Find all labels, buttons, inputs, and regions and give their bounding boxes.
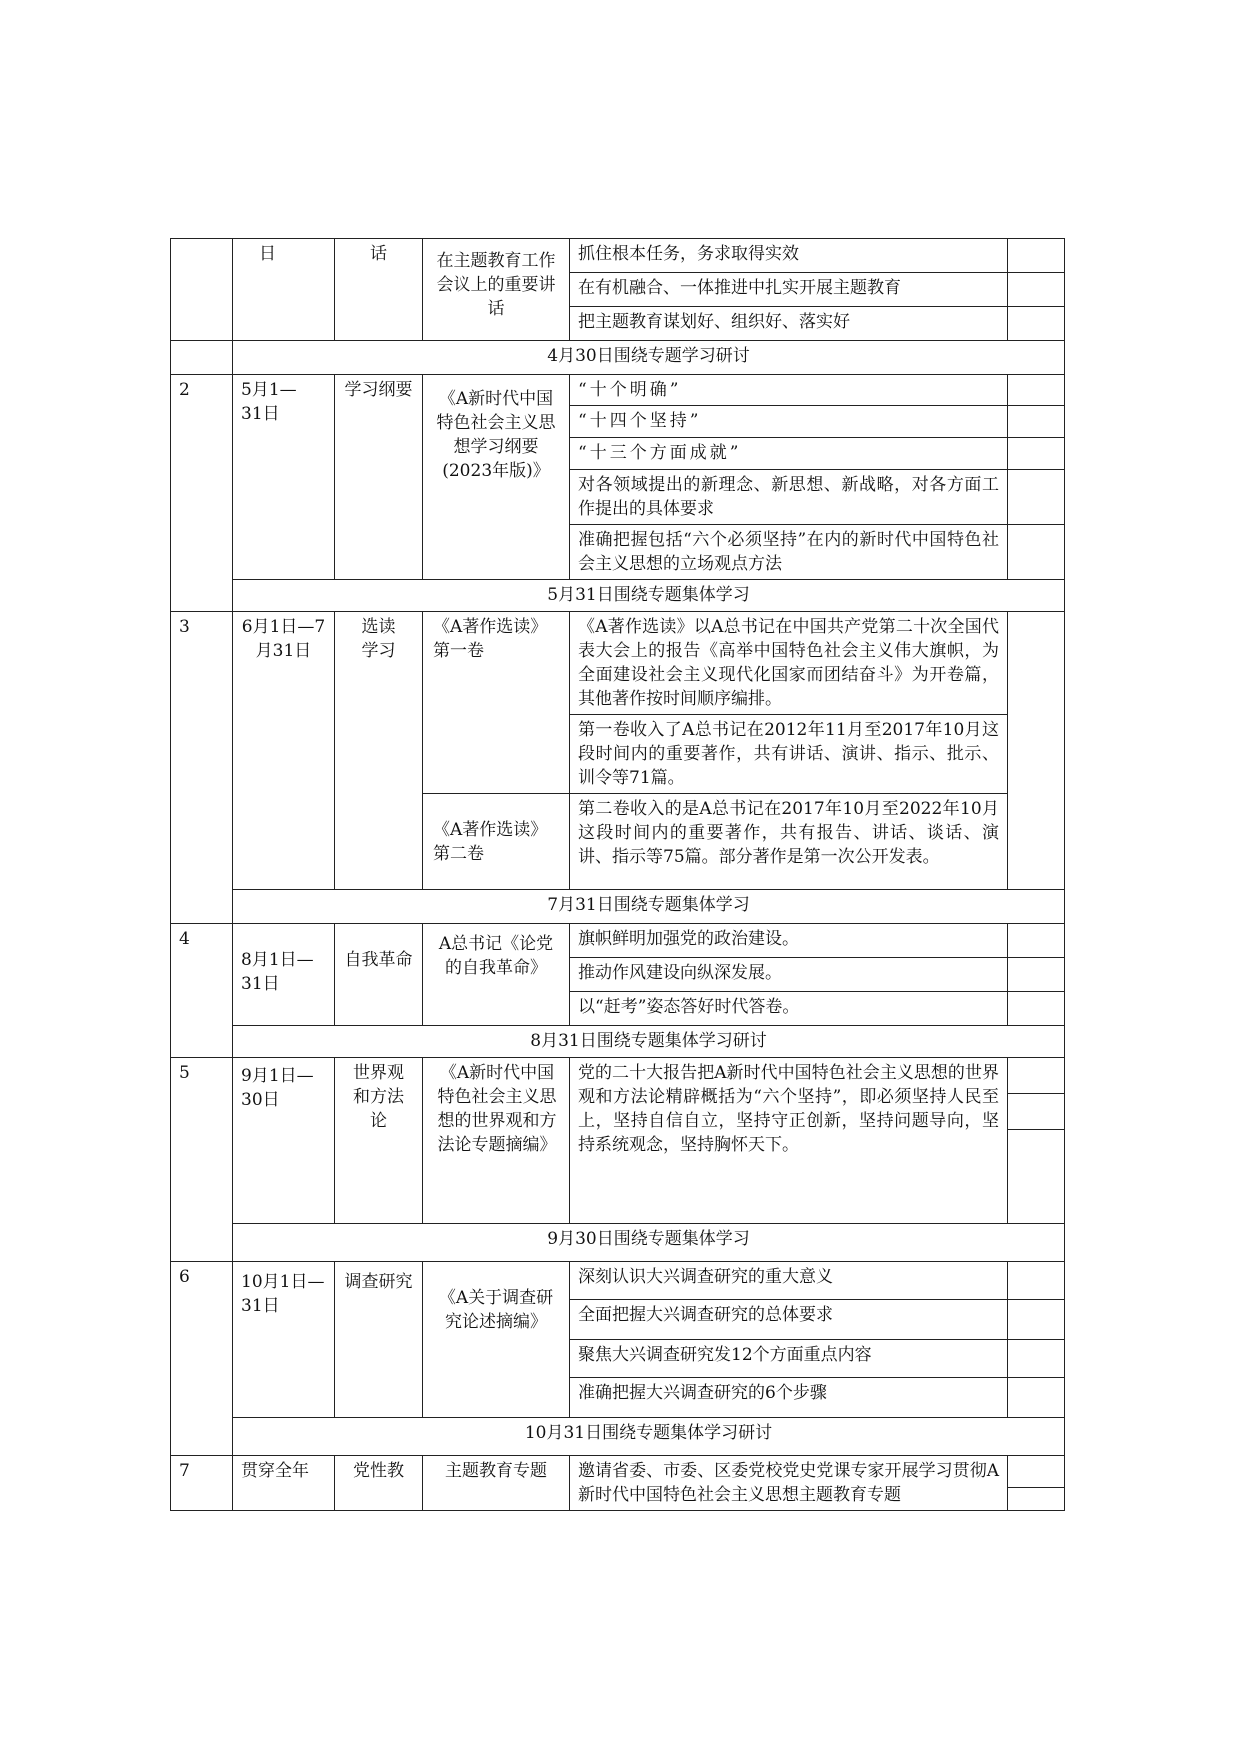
row6-summary: 10月31日围绕专题集体学习研讨 xyxy=(233,1418,1065,1456)
row1-time: 日 xyxy=(233,239,335,341)
row7-book: 主题教育专题 xyxy=(423,1456,570,1511)
row6-blank-4 xyxy=(1008,1378,1065,1418)
row2-blank-4 xyxy=(1008,470,1065,525)
row6-number: 6 xyxy=(171,1262,233,1456)
row3-blank xyxy=(1008,612,1065,890)
row3-content-1: 《A著作选读》以A总书记在中国共产党第二十次全国代表大会上的报告《高举中国特色社会主义伟大旗帜，为全面建设社会主义现代化国家而团结奋斗》为开卷篇，其他著作按时间顺序编排。 xyxy=(570,612,1008,715)
row1-number-tail xyxy=(171,341,233,375)
row3-content-3: 第二卷收入的是A总书记在2017年10月至2022年10月这段时间内的重要著作，共有报告、讲话、谈话、演讲、指示等75篇。部分著作是第一次公开发表。 xyxy=(570,794,1008,890)
row1-blank-1 xyxy=(1008,239,1065,273)
row1-content-3: 把主题教育谋划好、组织好、落实好 xyxy=(570,307,1008,341)
row6-topic: 调查研究 xyxy=(335,1262,423,1418)
row7-topic: 党性教 xyxy=(335,1456,423,1511)
row6-blank-3 xyxy=(1008,1340,1065,1378)
row4-blank-3 xyxy=(1008,992,1065,1026)
row1-content-2: 在有机融合、一体推进中扎实开展主题教育 xyxy=(570,273,1008,307)
row4-content-2: 推动作风建设向纵深发展。 xyxy=(570,958,1008,992)
row1-topic: 话 xyxy=(335,239,423,341)
row5-number: 5 xyxy=(171,1058,233,1262)
row5-topic: 世界观和方法论 xyxy=(335,1058,423,1224)
row3-topic: 选读学习 xyxy=(335,612,423,890)
row4-summary: 8月31日围绕专题集体学习研讨 xyxy=(233,1026,1065,1058)
row2-content-5: 准确把握包括“六个必须坚持”在内的新时代中国特色社会主义思想的立场观点方法 xyxy=(570,525,1008,580)
row6-content-2: 全面把握大兴调查研究的总体要求 xyxy=(570,1300,1008,1340)
row2-blank-2 xyxy=(1008,406,1065,438)
row2-content-4: 对各领域提出的新理念、新思想、新战略，对各方面工作提出的具体要求 xyxy=(570,470,1008,525)
row4-book: A总书记《论党的自我革命》 xyxy=(423,924,570,1026)
row1-blank-2 xyxy=(1008,273,1065,307)
row4-content-1: 旗帜鲜明加强党的政治建设。 xyxy=(570,924,1008,958)
row1-book: 在主题教育工作会议上的重要讲话 xyxy=(423,239,570,341)
row2-blank-1 xyxy=(1008,375,1065,406)
row2-content-1: “十个明确” xyxy=(570,375,1008,406)
row1-blank-3 xyxy=(1008,307,1065,341)
row5-blank-2 xyxy=(1008,1094,1065,1130)
row6-blank-1 xyxy=(1008,1262,1065,1300)
row5-book: 《A新时代中国特色社会主义思想的世界观和方法论专题摘编》 xyxy=(423,1058,570,1224)
row6-time: 10月1日—31日 xyxy=(233,1262,335,1418)
row4-number: 4 xyxy=(171,924,233,1058)
row3-book-2: 《A著作选读》第二卷 xyxy=(423,794,570,890)
row2-content-2: “十四个坚持” xyxy=(570,406,1008,438)
row1-summary: 4月30日围绕专题学习研讨 xyxy=(233,341,1065,375)
row3-time: 6月1日—7月31日 xyxy=(233,612,335,890)
row3-number: 3 xyxy=(171,612,233,924)
row6-content-4: 准确把握大兴调查研究的6个步骤 xyxy=(570,1378,1008,1418)
row1-number xyxy=(171,239,233,341)
row4-content-3: 以“赶考”姿态答好时代答卷。 xyxy=(570,992,1008,1026)
row6-content-3: 聚焦大兴调查研究发12个方面重点内容 xyxy=(570,1340,1008,1378)
row6-blank-2 xyxy=(1008,1300,1065,1340)
row6-book: 《A关于调查研究论述摘编》 xyxy=(423,1262,570,1418)
row2-blank-3 xyxy=(1008,438,1065,470)
row2-content-3: “十三个方面成就” xyxy=(570,438,1008,470)
row4-topic: 自我革命 xyxy=(335,924,423,1026)
row7-blank-1 xyxy=(1008,1456,1065,1488)
row1-content-1: 抓住根本任务，务求取得实效 xyxy=(570,239,1008,273)
row4-blank-2 xyxy=(1008,958,1065,992)
row3-summary: 7月31日围绕专题集体学习 xyxy=(233,890,1065,924)
row2-book: 《A新时代中国特色社会主义思想学习纲要(2023年版)》 xyxy=(423,375,570,580)
study-schedule-table xyxy=(170,238,1065,1511)
row7-blank-2 xyxy=(1008,1487,1065,1510)
row4-time: 8月1日—31日 xyxy=(233,924,335,1026)
row5-content-1: 党的二十大报告把A新时代中国特色社会主义思想的世界观和方法论精辟概括为“六个坚持”，即必须坚持人民至上，坚持自信自立，坚持守正创新，坚持问题导向，坚持系统观念，坚持胸怀天下。 xyxy=(570,1058,1008,1224)
row2-number: 2 xyxy=(171,375,233,612)
row3-content-2: 第一卷收入了A总书记在2012年11月至2017年10月这段时间内的重要著作，共有讲话、演讲、指示、批示、训令等71篇。 xyxy=(570,715,1008,794)
row5-summary: 9月30日围绕专题集体学习 xyxy=(233,1224,1065,1262)
row5-time: 9月1日—30日 xyxy=(233,1058,335,1224)
row5-blank-1 xyxy=(1008,1058,1065,1094)
row7-content: 邀请省委、市委、区委党校党史党课专家开展学习贯彻A新时代中国特色社会主义思想主题教育专题 xyxy=(570,1456,1008,1511)
row3-book-1: 《A著作选读》第一卷 xyxy=(423,612,570,794)
row2-topic: 学习纲要 xyxy=(335,375,423,580)
row5-blank-3 xyxy=(1008,1130,1065,1224)
row7-time: 贯穿全年 xyxy=(233,1456,335,1511)
row7-number: 7 xyxy=(171,1456,233,1511)
row2-time: 5月1— 31日 xyxy=(233,375,335,580)
row6-content-1: 深刻认识大兴调查研究的重大意义 xyxy=(570,1262,1008,1300)
row4-blank-1 xyxy=(1008,924,1065,958)
row2-summary: 5月31日围绕专题集体学习 xyxy=(233,580,1065,612)
row2-blank-5 xyxy=(1008,525,1065,580)
